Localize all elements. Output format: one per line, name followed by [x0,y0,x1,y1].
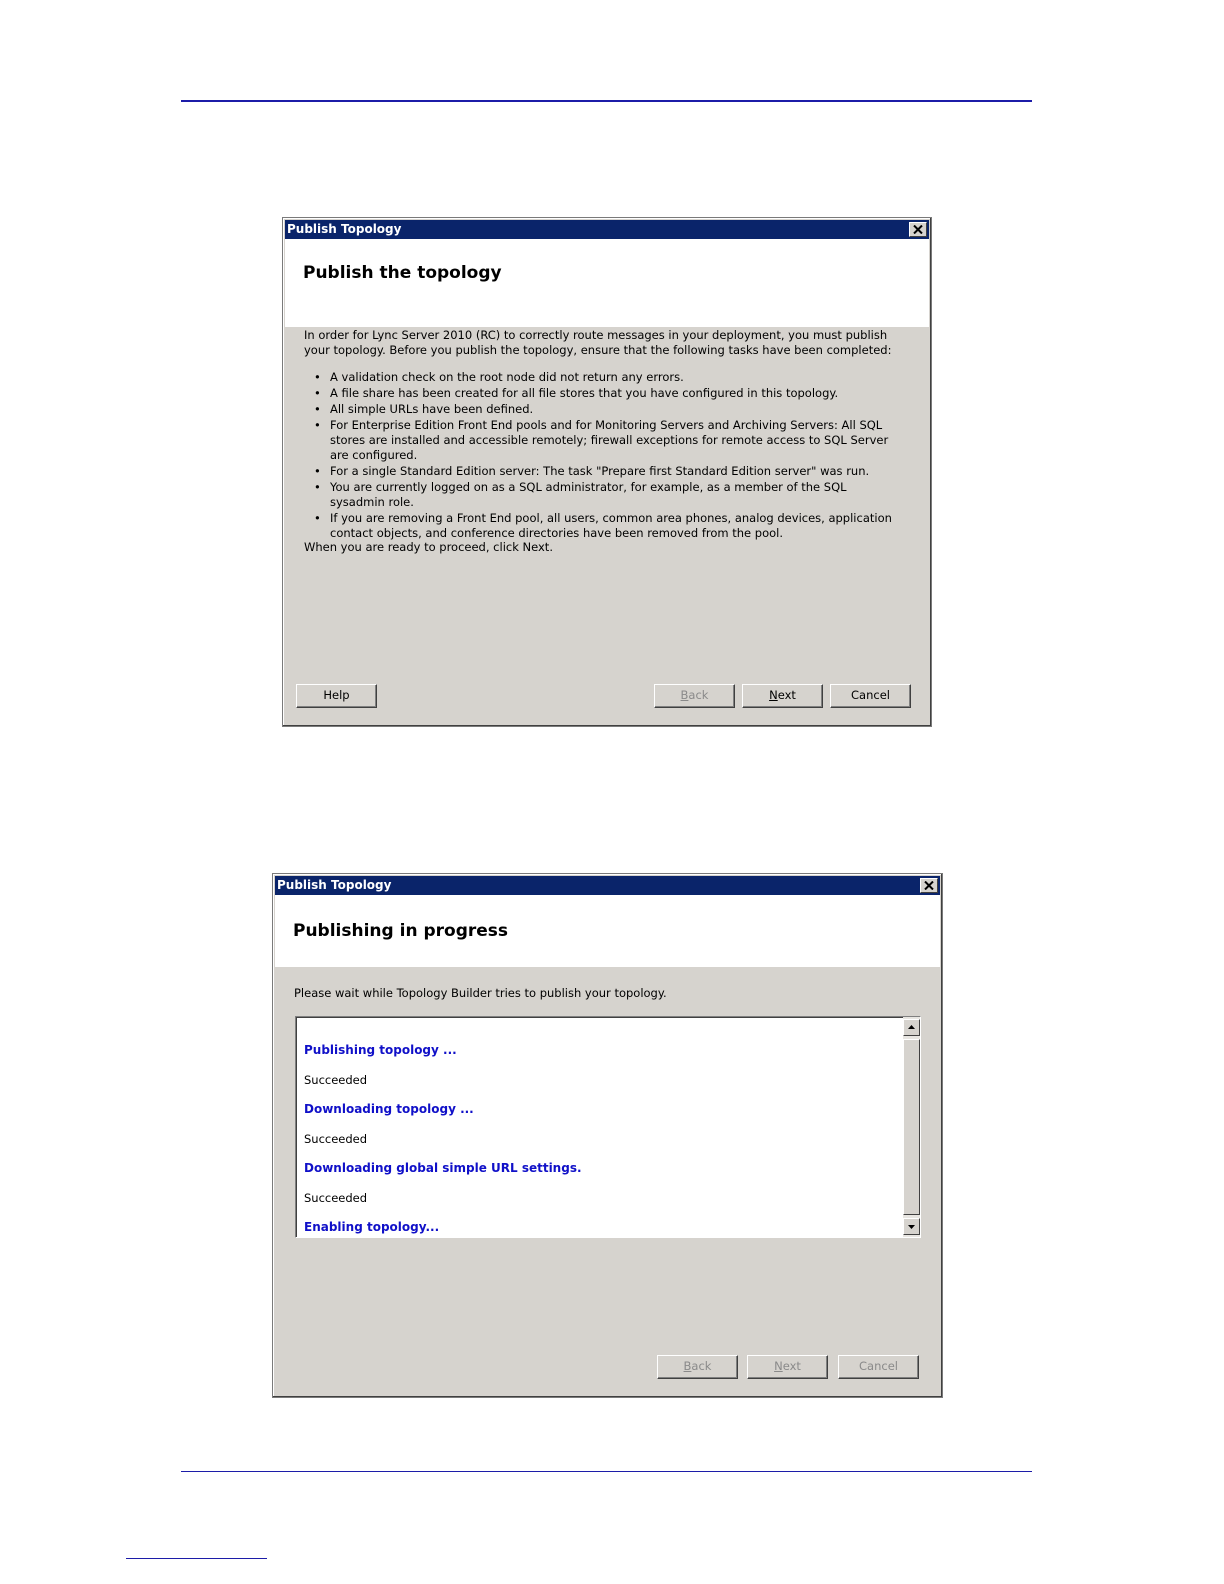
help-button[interactable]: Help [296,684,377,708]
next-button[interactable]: Next [742,684,823,708]
page-footer-rule [181,1471,1032,1472]
footnote-rule [126,1558,267,1559]
publish-topology-dialog [282,217,932,727]
log-step: Publishing topology ... [304,1043,457,1057]
next-button[interactable]: Next [747,1355,828,1379]
arrow-down-icon [904,1219,919,1234]
task-item: • You are currently logged on as a SQL administrator, for example, as a member of the SQL sysadmin role. [304,480,904,510]
log-result: Succeeded [304,1131,368,1146]
dialog-header [285,239,929,327]
dialog-heading: Publish the topology [303,263,502,283]
log-result: Succeeded [304,1072,368,1087]
back-button[interactable]: Back [654,684,735,708]
task-item: • For Enterprise Edition Front End pools and for Monitoring Servers and Archiving Servers: All SQL stores are installed and accessible remotely; firewall exceptions for remote access to SQL Server are configured. [304,418,904,463]
log-scrollbar[interactable] [903,1017,920,1237]
progress-log[interactable] [295,1016,921,1238]
log-result: Succeeded [304,1190,368,1205]
scroll-up-button[interactable] [903,1019,920,1036]
intro-text: In order for Lync Server 2010 (RC) to correctly route messages in your deployment, you must publish your topology. Before you publish the topology, ensure that the following tasks have been completed: [304,328,892,357]
task-item: • A file share has been created for all file stores that you have configured in this topology. [304,386,904,401]
back-button[interactable]: Back [657,1355,738,1379]
close-button[interactable] [909,222,927,237]
publishing-progress-dialog [272,873,943,1398]
log-step: Enabling topology... [304,1220,440,1234]
title-bar [275,876,940,895]
close-icon [924,881,934,890]
window-title: Publish Topology [277,878,392,892]
cancel-button[interactable]: Cancel [830,684,911,708]
dialog-header [275,895,940,967]
arrow-up-icon [904,1020,919,1035]
scroll-down-button[interactable] [903,1218,920,1235]
dialog-heading: Publishing in progress [293,921,509,941]
close-button[interactable] [920,878,938,893]
scroll-thumb[interactable] [903,1039,920,1215]
task-item: • For a single Standard Edition server: The task "Prepare first Standard Edition server" was run. [304,464,904,479]
cancel-button[interactable]: Cancel [838,1355,919,1379]
outro-text: When you are ready to proceed, click Next. [304,540,553,554]
window-title: Publish Topology [287,222,402,236]
progress-subtitle: Please wait while Topology Builder tries to publish your topology. [294,986,667,1000]
log-step: Downloading global simple URL settings. [304,1161,582,1175]
task-item: • All simple URLs have been defined. [304,402,904,417]
title-bar [285,220,929,239]
task-item: • If you are removing a Front End pool, all users, common area phones, analog devices, application contact objects, and conference directories have been removed from the pool. [304,511,904,541]
task-item: • A validation check on the root node did not return any errors. [304,370,904,385]
page-header-rule [181,100,1032,102]
log-step: Downloading topology ... [304,1102,474,1116]
close-icon [913,225,923,234]
task-list [304,370,904,542]
